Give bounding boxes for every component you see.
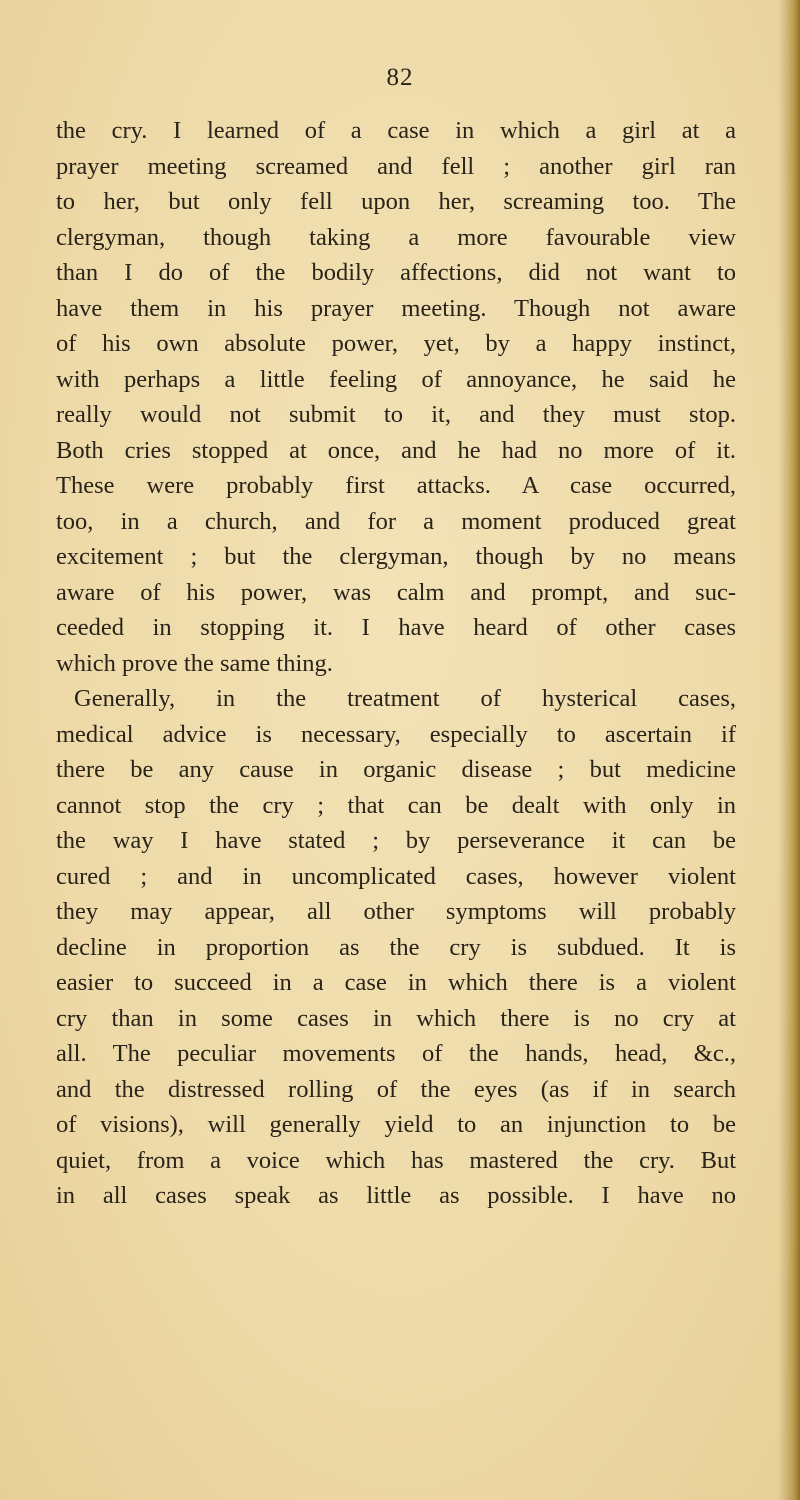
text-line: aware of his power, was calm and prompt, and suc- [56,578,736,606]
text-line: cured ; and in uncomplicated cases, however violent [56,862,736,890]
text-line: have them in his prayer meeting. Though not aware [56,294,736,322]
text-line: than I do of the bodily affections, did not want to [56,259,736,286]
text-line: with perhaps a little feeling of annoyance, he said he [56,365,736,393]
text-line: clergyman, though taking a more favourable view [56,223,736,251]
text-line: cannot stop the cry ; that can be dealt with only in [56,791,736,819]
text-line: Generally, in the treatment of hysterical cases, [74,685,736,712]
body-text [56,113,736,1214]
text-line: Both cries stopped at once, and he had no more of it. [56,436,736,464]
text-line: they may appear, all other symptoms will probably [56,898,736,925]
text-line: of his own absolute power, yet, by a happy instinct, [56,330,736,357]
text-line: and the distressed rolling of the eyes (as if in search [56,1075,736,1103]
text-line: easier to succeed in a case in which there is a violent [56,969,736,996]
text-line: too, in a church, and for a moment produced great [56,507,736,535]
text-line: cry than in some cases in which there is no cry at [56,1004,736,1032]
text-line: all. The peculiar movements of the hands, head, &c., [56,1040,736,1067]
text-line: excitement ; but the clergyman, though by no means [56,543,736,570]
text-line: of visions), will generally yield to an injunction to be [56,1111,736,1138]
text-line: really would not submit to it, and they must stop. [56,401,736,428]
text-line: decline in proportion as the cry is subdued. It is [56,933,736,961]
text-line: to her, but only fell upon her, screaming too. The [56,188,736,215]
text-line: which prove the same thing. [56,649,333,677]
text-line: there be any cause in organic disease ; but medicine [56,756,736,783]
text-line: in all cases speak as little as possible. I have no [56,1182,736,1209]
text-line: prayer meeting screamed and fell ; another girl ran [56,152,736,180]
text-line: quiet, from a voice which has mastered the cry. But [56,1146,736,1174]
text-line: the cry. I learned of a case in which a girl at a [56,117,736,144]
text-line: medical advice is necessary, especially to ascertain if [56,720,736,748]
text-line: These were probably first attacks. A case occurred, [56,472,736,499]
page-number: 82 [386,64,414,91]
text-line: the way I have stated ; by perseverance it can be [56,827,736,854]
text-line: ceeded in stopping it. I have heard of other cases [56,614,736,641]
page-edge-shadow [778,0,800,1500]
